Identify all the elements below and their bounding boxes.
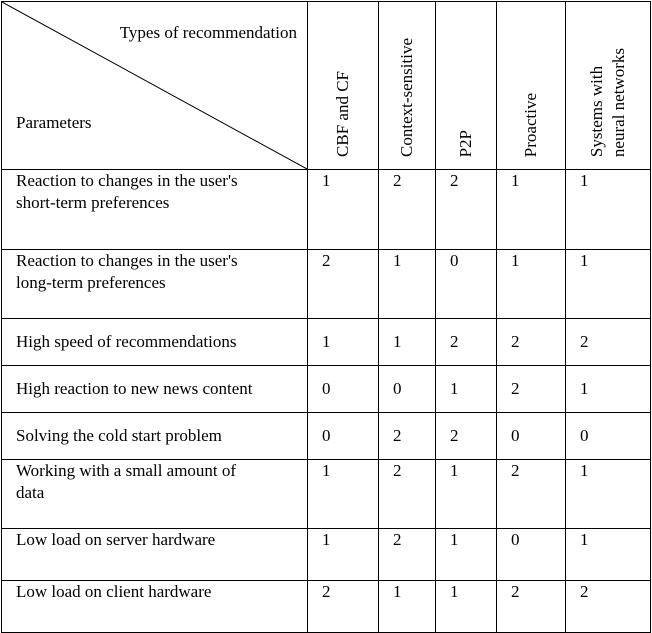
table-row [2,366,651,413]
parameter-cell: High speed of recommendations [2,319,308,366]
value-cell: 2 [497,366,566,413]
table-row [2,250,651,319]
table-row [2,413,651,460]
value-cell: 2 [308,581,379,633]
value-cell: 1 [436,529,497,581]
value-cell: 1 [566,460,651,529]
value-cell: 1 [379,319,436,366]
parameter-cell: Working with a small amount of data [2,460,308,529]
value-cell: 0 [308,366,379,413]
value-cell: 0 [497,529,566,581]
value-cell: 2 [436,170,497,250]
value-cell: 1 [436,581,497,633]
value-cell: 1 [379,581,436,633]
parameter-cell: Low load on server hardware [2,529,308,581]
parameter-cell: Solving the cold start problem [2,413,308,460]
value-cell: 0 [379,366,436,413]
value-cell: 2 [379,170,436,250]
value-cell: 2 [308,250,379,319]
types-of-recommendation-label: Types of recommendation [119,23,297,42]
value-cell: 2 [436,319,497,366]
parameters-label: Parameters [16,113,92,132]
value-cell: 0 [436,250,497,319]
value-cell: 1 [308,319,379,366]
value-cell: 0 [497,413,566,460]
value-cell: 1 [436,366,497,413]
table-row [2,170,651,250]
value-cell: 1 [436,460,497,529]
value-cell: 2 [497,319,566,366]
table-row [2,319,651,366]
value-cell: 0 [308,413,379,460]
parameter-cell: High reaction to new news content [2,366,308,413]
value-cell: 1 [308,170,379,250]
column-header-p2p: P2P [436,2,497,170]
value-cell: 1 [566,366,651,413]
column-header-proactive: Proactive [497,2,566,170]
value-cell: 2 [497,581,566,633]
value-cell: 2 [566,581,651,633]
table-row [2,581,651,633]
parameter-cell: Low load on client hardware [2,581,308,633]
comparison-table [1,1,651,633]
column-header-context-sensitive: Context-sensitive [379,2,436,170]
value-cell: 1 [308,529,379,581]
value-cell: 1 [566,170,651,250]
header-row [2,2,651,170]
value-cell: 1 [497,170,566,250]
value-cell: 1 [497,250,566,319]
value-cell: 1 [566,250,651,319]
value-cell: 1 [379,250,436,319]
value-cell: 0 [566,413,651,460]
table-row [2,529,651,581]
value-cell: 1 [308,460,379,529]
column-header-neural-networks: Systems with neural networks [566,2,651,170]
value-cell: 2 [566,319,651,366]
value-cell: 2 [379,413,436,460]
parameter-cell: Reaction to changes in the user's short-term preferences [2,170,308,250]
value-cell: 2 [436,413,497,460]
value-cell: 2 [379,529,436,581]
parameter-cell: Reaction to changes in the user's long-term preferences [2,250,308,319]
value-cell: 2 [497,460,566,529]
column-header-cbf-cf: CBF and CF [308,2,379,170]
value-cell: 1 [566,529,651,581]
table-row [2,460,651,529]
value-cell: 2 [379,460,436,529]
corner-header-cell [2,2,308,170]
